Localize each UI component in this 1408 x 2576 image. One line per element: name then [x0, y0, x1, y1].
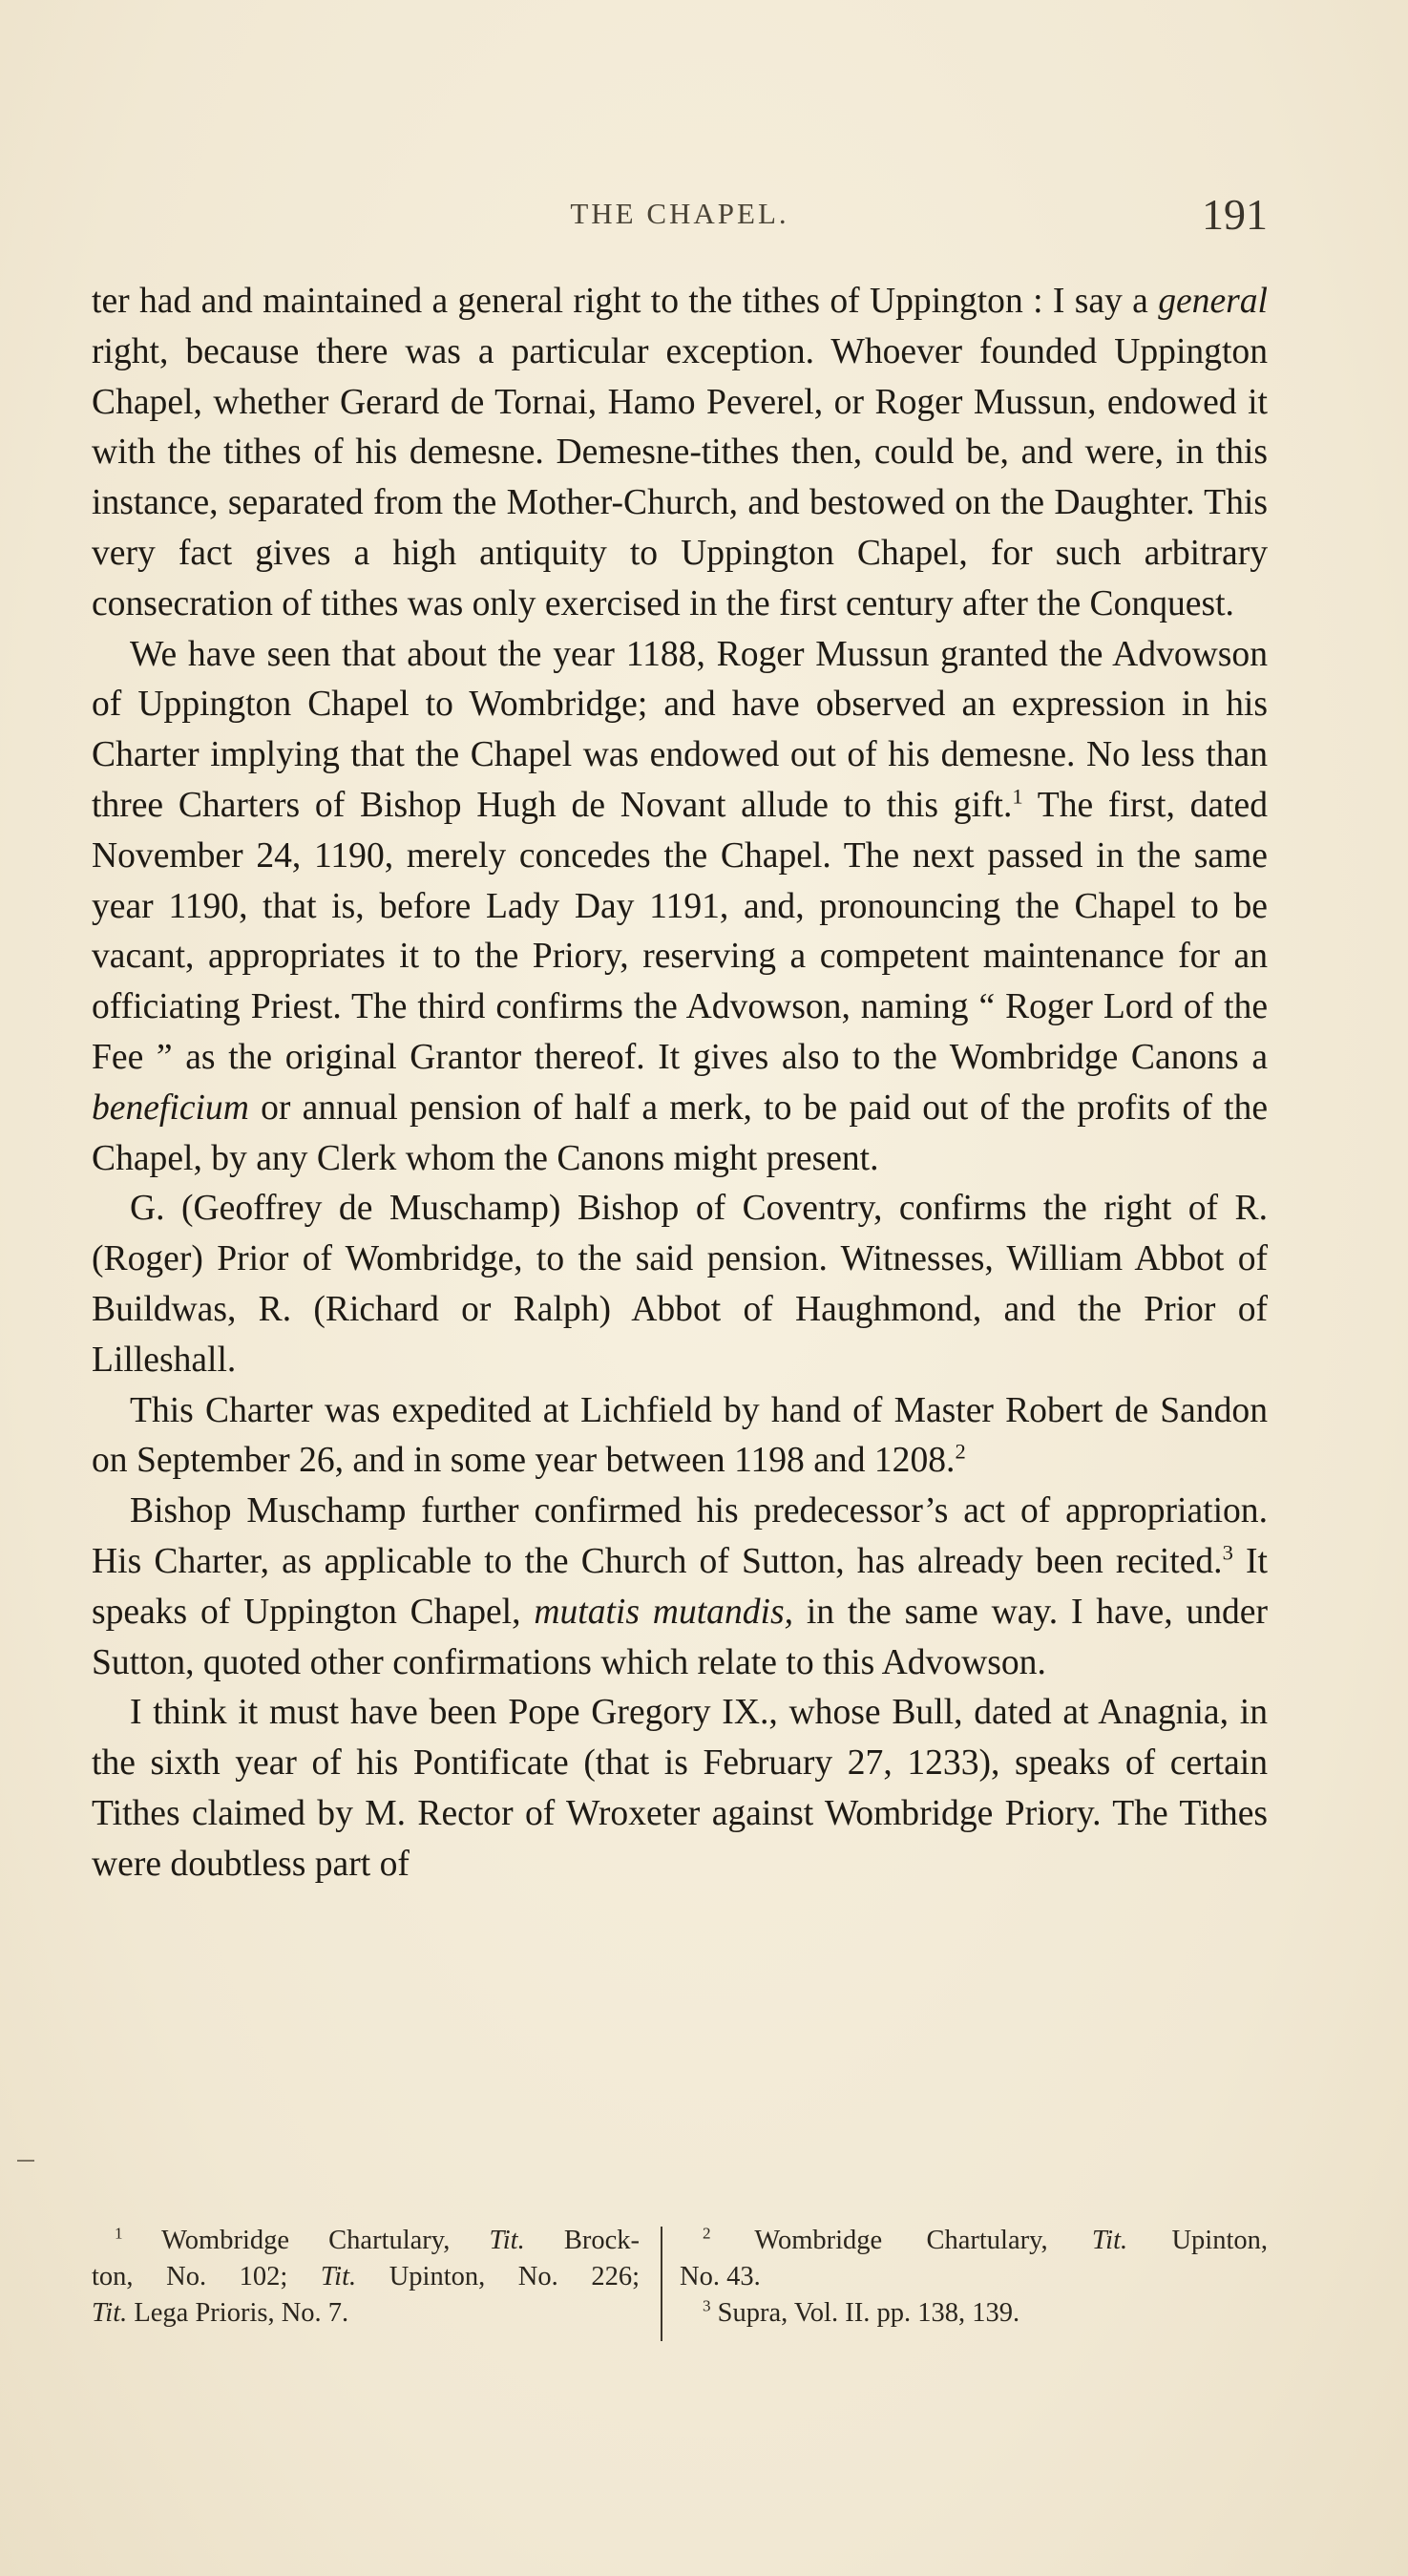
text-run: Wombridge Chartulary,	[710, 2226, 1092, 2255]
text-run: We have seen that about the year 1188, Roger Mussun granted the Advowson of Uppington Chapel to Wombridge; and have observed an expression in his Charter implying that the Chapel was endowed out of his demesne. No less than three Charters of Bishop Hugh de Novant allude to this gift.	[92, 634, 1268, 825]
text-run: It speaks of Uppington Chapel,	[92, 1541, 1268, 1632]
paragraph-5	[92, 1487, 1268, 1688]
footnote-divider	[661, 2227, 662, 2341]
text-run: right, because there was a particular exception. Whoever founded Uppington Chapel, whether Gerard de Tornai, Hamo Peverel, or Roger Mussun, endowed it with the tithes of his demesne. Demesne-tithes then, could be, and were, in this instance, separated from the Mother-Church, and bestowed on the Daughter. This very fact gives a high antiquity to Uppington Chapel, for such arbitrary consecration of tithes was only exercised in the first century after the Conquest.	[92, 331, 1268, 623]
footnote-ref-2: 2	[955, 1439, 966, 1464]
italic-text: Tit.	[1091, 2226, 1128, 2255]
italic-text: Tit.	[92, 2298, 128, 2328]
text-run: ter had and maintained a general right to the tithes of Uppington : I say a	[92, 282, 1159, 321]
text-run: in the same way. I have, under Sutton, quoted other confirmations which relate to this Advowson.	[92, 1592, 1269, 1682]
text-run: ton, No. 102;	[92, 2262, 321, 2291]
text-run: Upinton, No. 226;	[356, 2262, 640, 2291]
footnote-number: 1	[115, 2224, 123, 2243]
text-run: Supra, Vol. II. pp. 138, 139.	[710, 2298, 1020, 2328]
paragraph-2	[92, 630, 1268, 1185]
italic-text: Tit.	[489, 2226, 525, 2255]
footnote-2-line-1	[680, 2223, 1268, 2259]
footnote-ref-3: 3	[1222, 1540, 1233, 1565]
italic-text: general	[1158, 282, 1268, 321]
footnote-1-line-3	[92, 2295, 640, 2332]
paragraph-3: G. (Geoffrey de Muschamp) Bishop of Coventry, confirms the right of R. (Roger) Prior of Wombridge, to the said pension. Witnesses, William Abbot of Buildwas, R. (Richard or Ralph) Abbot of Haughmond, and the Prior of Lilleshall.	[92, 1189, 1268, 1380]
paragraph-4	[92, 1386, 1268, 1488]
footnote-column-left	[92, 2223, 640, 2332]
footnote-number: 2	[703, 2224, 711, 2243]
text-run: Wombridge Chartulary,	[122, 2226, 490, 2255]
margin-mark	[17, 2160, 34, 2162]
footnote-number: 3	[703, 2296, 711, 2315]
page-header	[92, 189, 1268, 243]
text-run: This Charter was expedited at Lichfield by hand of Master Robert de Sandon on September 26, and in some year between 1198 and 1208.	[92, 1390, 1268, 1481]
body-text	[92, 277, 1268, 1890]
text-run: Brock-	[524, 2226, 641, 2255]
footnote-ref-1: 1	[1012, 784, 1023, 809]
text-run: Bishop Muschamp further confirmed his predecessor’s act of appropriation. His Charter, as applicable to the Church of Sutton, has already been recited.	[92, 1491, 1268, 1581]
running-head: THE CHAPEL.	[570, 197, 789, 230]
footnote-column-right	[680, 2223, 1268, 2332]
italic-text: mutatis mutandis,	[534, 1592, 793, 1632]
text-run: The first, dated November 24, 1190, merely concedes the Chapel. The next passed in the same year 1190, that is, before Lady Day 1191, and, pronouncing the Chapel to be vacant, appropriates it to the Priory, reserving a competent maintenance for an officiating Priest. The third confirms the Advowson, naming “ Roger Lord of the Fee ” as the original Grantor thereof. It gives also to the Wombridge Canons a	[92, 785, 1268, 1077]
paragraph-1	[92, 277, 1268, 630]
text-run: Upinton,	[1127, 2226, 1268, 2255]
footnote-3-line-1	[680, 2295, 1268, 2332]
footnote-2-line-2: No. 43.	[680, 2262, 761, 2291]
text-run: Lega Prioris, No. 7.	[127, 2298, 349, 2328]
italic-text: beneficium	[92, 1087, 249, 1128]
text-run: or annual pension of half a merk, to be paid out of the profits of the Chapel, by any Clerk whom the Canons might present.	[92, 1087, 1268, 1178]
footnote-1-line-2	[92, 2259, 640, 2295]
page-number: 191	[1202, 190, 1268, 239]
paragraph-6: I think it must have been Pope Gregory IX., whose Bull, dated at Anagnia, in the sixth year of his Pontificate (that is February 27, 1233), speaks of certain Tithes claimed by M. Rector of Wroxeter against Wombridge Priory. The Tithes were doubtless part of	[92, 1693, 1268, 1884]
footnote-1-line-1	[92, 2223, 640, 2259]
footnotes	[92, 2223, 1268, 2366]
italic-text: Tit.	[320, 2262, 357, 2291]
